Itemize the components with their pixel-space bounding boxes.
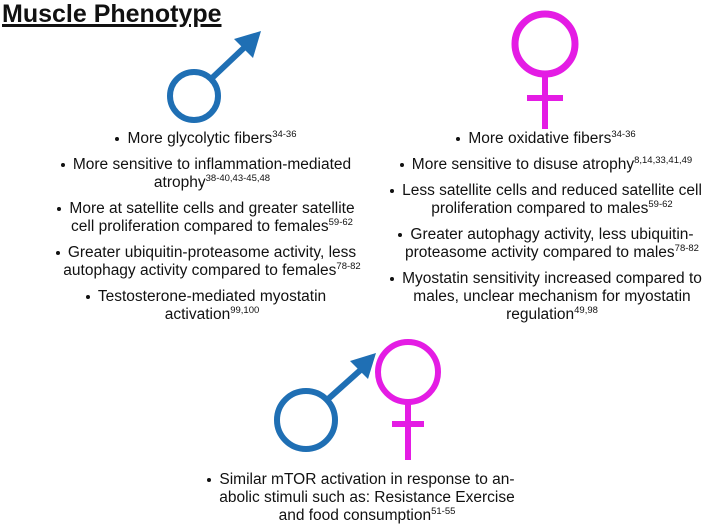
- trait-text: Greater ubiquitin-proteasome activity, less autophagy activity compared to females: [63, 244, 357, 279]
- combined-female-ring: [378, 342, 438, 402]
- male-traits-panel: [40, 130, 370, 332]
- trait-reference: 78-82: [674, 243, 699, 254]
- bullet-dot-icon: [61, 163, 65, 167]
- male-traits-list: [40, 130, 370, 324]
- male-symbol-ring: [170, 72, 218, 120]
- female-traits-list: [380, 130, 709, 324]
- trait-text: More glycolytic fibers: [127, 130, 273, 147]
- male-trait-item: [80, 130, 330, 148]
- trait-reference: 34-36: [611, 129, 636, 140]
- male-trait-item: [49, 156, 361, 192]
- female-symbol-ring: [515, 14, 575, 74]
- bullet-dot-icon: [390, 277, 394, 281]
- female-trait-item: [380, 270, 709, 324]
- trait-reference: 59-62: [328, 217, 353, 228]
- female-trait-item: [388, 182, 702, 218]
- bullet-dot-icon: [57, 207, 61, 211]
- combined-sex-symbol-icon: [272, 334, 452, 464]
- bullet-dot-icon: [86, 295, 90, 299]
- trait-text: Less satellite cells and reduced satellite cell proliferation compared to males: [402, 182, 702, 217]
- female-traits-panel: [380, 130, 709, 332]
- male-trait-item: [49, 200, 361, 236]
- combined-male-arrow-shaft: [327, 366, 365, 400]
- bullet-dot-icon: [400, 163, 404, 167]
- male-trait-item: [75, 288, 335, 324]
- bullet-dot-icon: [398, 233, 402, 237]
- shared-trait-item: [195, 471, 525, 525]
- bullet-dot-icon: [456, 137, 460, 141]
- male-symbol-arrow-shaft: [211, 44, 248, 79]
- trait-text: More sensitive to inflammation-mediated atrophy: [72, 156, 352, 191]
- trait-reference: 8,14,33,41,49: [634, 155, 693, 166]
- page-title: Muscle Phenotype: [2, 0, 222, 28]
- trait-reference: 51-55: [431, 506, 456, 517]
- trait-text: Similar mTOR activation in response to an-abolic stimuli such as: Resistance Exercise and food consumption: [219, 471, 515, 524]
- bullet-dot-icon: [390, 189, 394, 193]
- female-trait-item: [387, 226, 703, 262]
- trait-reference: 59-62: [648, 199, 673, 210]
- shared-traits-panel: [195, 471, 525, 525]
- trait-text: More oxidative fibers: [468, 130, 612, 147]
- trait-text: More at satellite cells and greater satellite cell proliferation compared to females: [69, 200, 355, 235]
- male-symbol-icon: [160, 26, 270, 126]
- trait-reference: 34-36: [272, 129, 297, 140]
- male-trait-item: [40, 244, 370, 280]
- female-symbol-icon: [500, 2, 590, 132]
- trait-text: Greater autophagy activity, less ubiquitin-proteasome activity compared to males: [405, 226, 694, 261]
- bullet-dot-icon: [56, 251, 60, 255]
- trait-text: Testosterone-mediated myostatin activation: [97, 288, 327, 323]
- trait-reference: 49,98: [574, 305, 598, 316]
- trait-text: Myostatin sensitivity increased compared to males, unclear mechanism for myostatin regulation: [402, 270, 702, 323]
- trait-reference: 99,100: [230, 305, 260, 316]
- shared-traits-list: [195, 471, 525, 525]
- female-trait-item: [389, 156, 701, 174]
- trait-reference: 38-40,43-45,48: [205, 173, 271, 184]
- bullet-dot-icon: [115, 137, 119, 141]
- trait-text: More sensitive to disuse atrophy: [411, 156, 635, 173]
- combined-male-ring: [277, 391, 335, 449]
- trait-reference: 78-82: [336, 261, 361, 272]
- female-trait-item: [427, 130, 663, 148]
- bullet-dot-icon: [207, 478, 211, 482]
